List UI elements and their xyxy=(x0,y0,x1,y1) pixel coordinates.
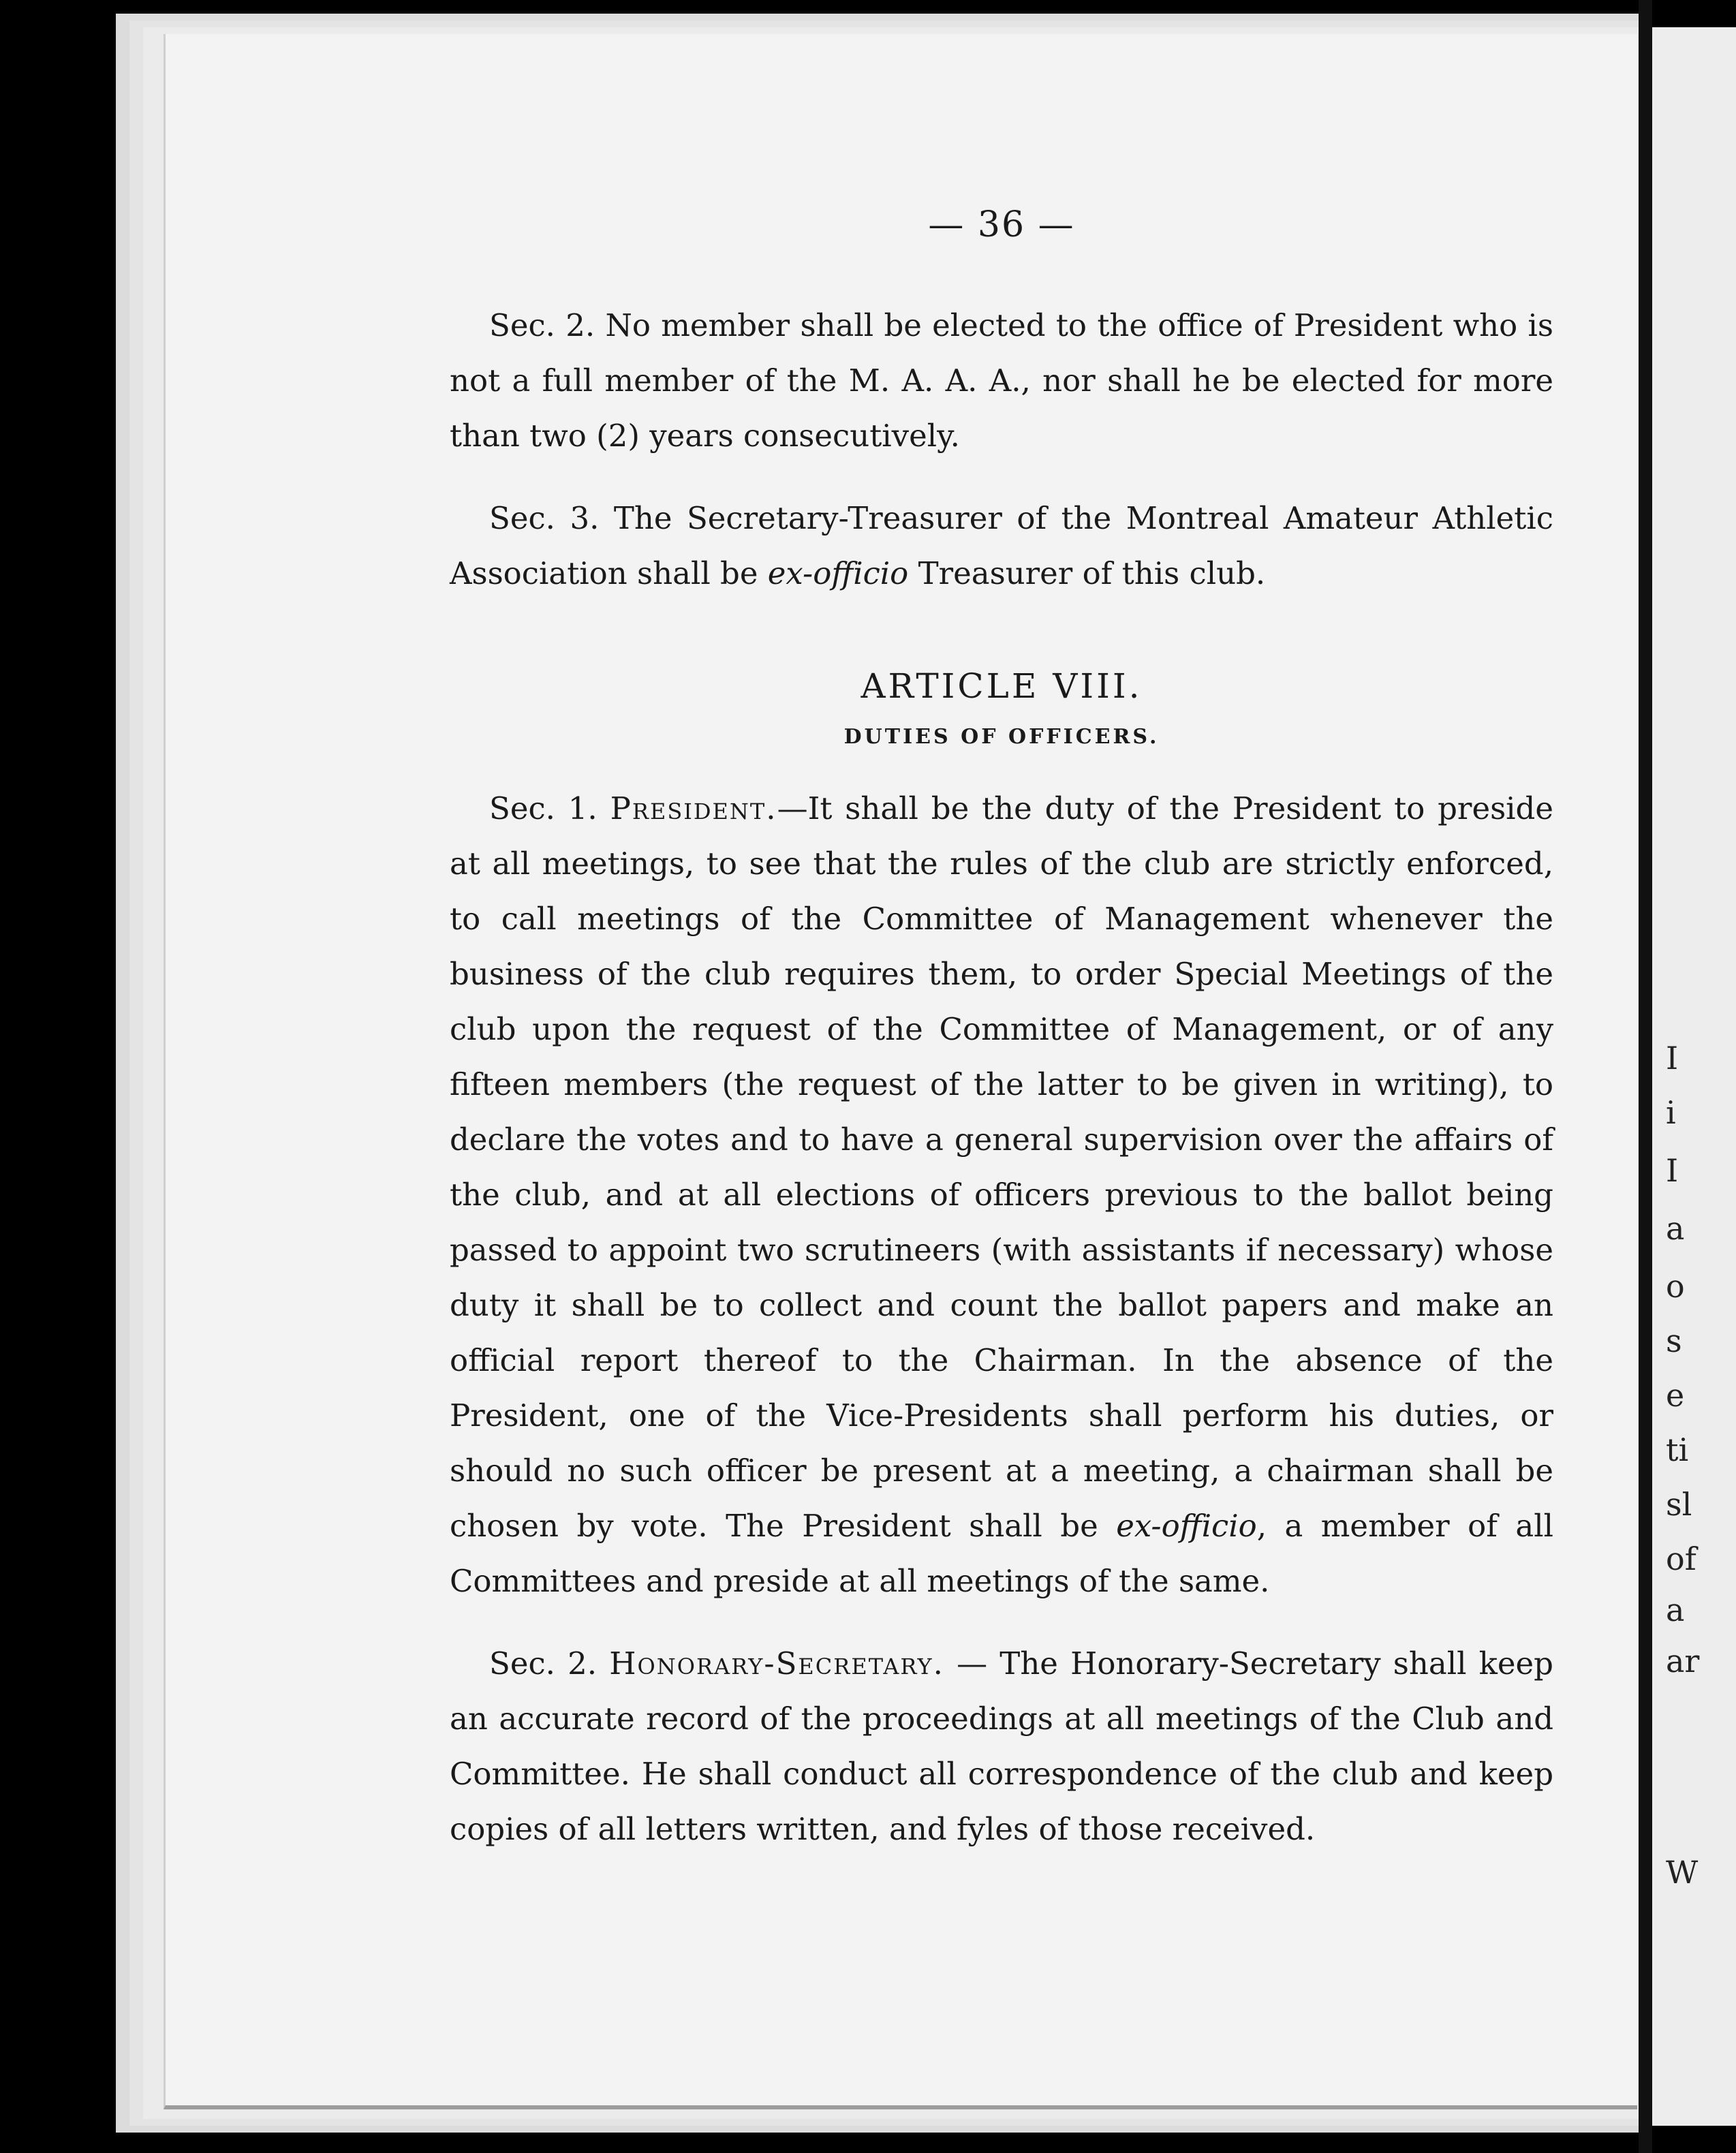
right-page-char: ar xyxy=(1666,1643,1700,1679)
sec3-text: Sec. 3. The Secretary-Treasurer of the Montreal Amateur Athletic Association shall be xyxy=(450,500,1553,591)
right-page-char: a xyxy=(1666,1210,1685,1247)
right-page-char: o xyxy=(1666,1268,1685,1305)
sec1-italic: ex-officio xyxy=(1116,1508,1257,1544)
right-page-char: a xyxy=(1666,1592,1685,1628)
sec1-text: —It shall be the duty of the President to preside at all meetings, to see that the rules of the club are strictly enforced, to call meetings of the Committee of Management whenever the business of the club requires them, to order Special Meetings of the club upon the request of the Committee of Management, or of any fifteen members (the request of the latter to be given in writing), to declare the votes and to have a general supervision over the affairs of the club, and at all elections of officers previous to the ballot being passed to appoint two scrutineers (with assistants if necessary) whose duty it shall be to collect and count the ballot papers and make an official report thereof to the Chairman. In the absence of the President, one of the Vice-Presidents shall perform his duties, or should no such officer be present at a meeting, a chairman shall be chosen by vote. The President shall be xyxy=(450,790,1553,1544)
sec3-italic: ex-officio xyxy=(767,555,909,591)
right-page-char: e xyxy=(1666,1377,1685,1414)
section-1-president-duties xyxy=(450,781,1553,1609)
article-title: ARTICLE VIII. xyxy=(861,666,1143,706)
section-3-treasurer xyxy=(450,491,1553,601)
right-page-char: I xyxy=(1666,1040,1679,1076)
right-page-char: s xyxy=(1666,1322,1682,1359)
right-page-char: of xyxy=(1666,1540,1696,1577)
page-text xyxy=(450,198,1553,1884)
page-number: — 36 — xyxy=(928,204,1075,245)
sec3-tail: Treasurer of this club. xyxy=(908,555,1266,591)
book-spine xyxy=(1639,0,1652,2153)
sec2-number: Sec. 2. xyxy=(489,1645,610,1682)
right-page-char: sl xyxy=(1666,1486,1692,1523)
sec1-tail: , a member of all Committees and preside at all meetings of the same. xyxy=(450,1508,1553,1599)
sec1-label: President. xyxy=(610,790,777,826)
right-page-char: I xyxy=(1666,1152,1679,1189)
section-2-president-eligibility: Sec. 2. No member shall be elected to the office of President who is not a full member of the M. A. A. A., nor shall he be elected for more than two (2) years consecutively. xyxy=(450,307,1553,454)
right-page-char: W xyxy=(1666,1854,1699,1891)
right-page-sliver xyxy=(1652,27,1736,2126)
right-page-char: ti xyxy=(1666,1431,1689,1468)
sec2-label: Honorary-Secretary. xyxy=(609,1645,944,1682)
section-2-secretary-duties xyxy=(450,1636,1553,1857)
right-page-char: i xyxy=(1666,1094,1676,1131)
sec1-number: Sec. 1. xyxy=(489,790,610,826)
article-subtitle: DUTIES OF OFFICERS. xyxy=(843,725,1160,749)
sec2-text: — The Honorary-Secretary shall keep an accurate record of the proceedings at all meetings of the Club and Committee. He shall conduct all correspondence of the club and keep copies of all letters written, and fyles of those received. xyxy=(450,1645,1553,1847)
